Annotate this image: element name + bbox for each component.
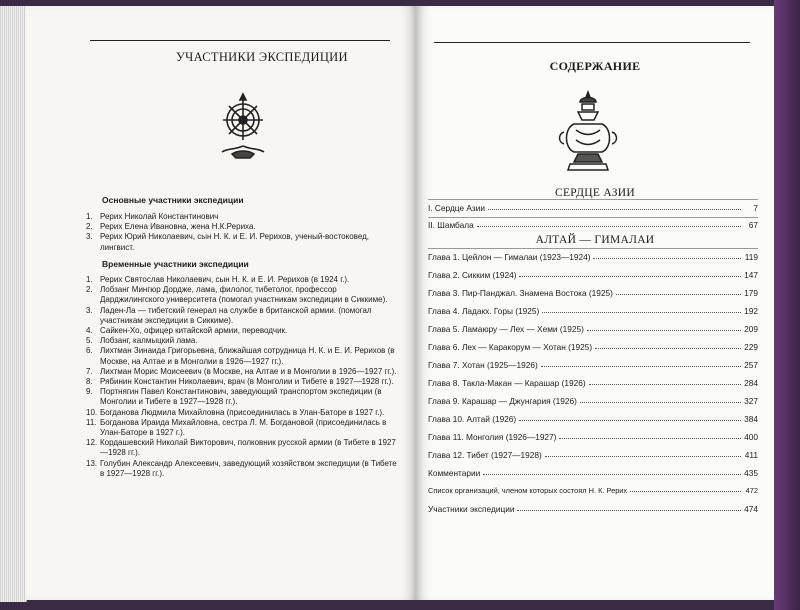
divider <box>428 248 758 249</box>
dharma-wheel-icon <box>210 90 276 162</box>
left-page-title: УЧАСТНИКИ ЭКСПЕДИЦИИ <box>176 50 348 64</box>
toc-entry: I. Сердце Азии 7 <box>428 203 758 213</box>
list-item: 13. Голубин Александр Алексеевич, заведующий хозяйством экспедиции (в Тибете в 1927—1928 гг.). <box>86 458 397 478</box>
list-item: 11. Богданова Ираида Михайловна, сестра Л. М. Богдановой (присоединилась в Улан-Баторе в 1927 г.). <box>86 417 387 438</box>
list-item: 1. Рерих Николай Константинович <box>86 212 219 221</box>
list-item: 10. Богданова Людмила Михайловна (присоединилась в Улан-Баторе в 1927 г.). <box>86 407 385 417</box>
left-page <box>26 6 416 600</box>
toc-entry: Глава 7. Хотан (1925—1926) 257 <box>428 360 758 370</box>
temp-members-list <box>86 275 398 479</box>
toc-entry: Глава 11. Монголия (1926—1927) 400 <box>428 432 758 442</box>
list-item: 8. Рябинин Константин Николаевич, врач (в Монголии и Тибете в 1927—1928 гг.). <box>86 377 394 387</box>
list-item: 3. Ладен-Ла — тибетский генерал на службе в британской армии. (помогал участникам экспедиции в Сиккиме). <box>86 305 372 325</box>
page-edges <box>0 6 27 602</box>
list-item: 9. Портнягин Павел Константинович, заведующий транспортом экспедиции (в Монголии и Тибете в 1927—1928 гг.). <box>86 387 382 407</box>
toc-title: СОДЕРЖАНИЕ <box>549 59 641 73</box>
main-members-title: Основные участники экспедиции <box>102 195 244 205</box>
list-item: 6. Лихтман Зинаида Григорьевна, ближайшая сотрудница Н. К. и Е. И. Рерихов (в Москве, на Алтае и в Монголии в 1926—1927 гг.). <box>86 346 395 366</box>
toc-entry: Глава 8. Такла-Макан — Карашар (1926) 284 <box>428 378 758 388</box>
toc-entry: Глава 9. Карашар — Джунгария (1926) 327 <box>428 396 758 406</box>
treasure-vase-icon <box>558 90 618 176</box>
list-item: 3. Рерих Юрий Николаевич, сын Н. К. и Е. И. Рерихов, ученый-востоковед, лингвист. <box>86 232 369 252</box>
toc-entry: Комментарии 435 <box>428 468 758 478</box>
toc-entry: Участники экспедиции 474 <box>428 504 758 514</box>
toc-entry: Глава 2. Сикким (1924) 147 <box>428 270 758 280</box>
list-item: 5. Лобзанг, калмыцкий лама. <box>86 336 198 346</box>
main-members-list <box>86 212 396 253</box>
list-item: 2. Лобзанг Мингюр Дордже, лама, филолог, тибетолог, профессор Дарджилингского университета (помогал участникам экспедиции в Сиккиме). <box>86 285 388 305</box>
divider <box>428 199 758 200</box>
toc-entry: Глава 10. Алтай (1926) 384 <box>428 414 758 424</box>
toc-entry: Список организаций, членом которых состоял Н. К. Рерих 472 <box>428 486 758 495</box>
book-cover-edge <box>774 0 800 610</box>
list-item: 7. Лихтман Морис Моисеевич (в Москве, на Алтае и в Монголии в 1926—1927 гг.). <box>86 366 397 376</box>
list-item: 2. Рерих Елена Ивановна, жена Н.К.Рериха. <box>86 222 256 232</box>
toc-entry: Глава 1. Цейлон — Гималаи (1923—1924) 119 <box>428 252 758 262</box>
divider <box>428 217 758 218</box>
toc-entry: Глава 3. Пир-Панджал. Знамена Востока (1925) 179 <box>428 288 758 298</box>
toc-entry: Глава 5. Ламаюру — Лех — Хеми (1925) 209 <box>428 324 758 334</box>
toc-entry: Глава 6. Лех — Каракорум — Хотан (1925) 229 <box>428 342 758 352</box>
toc-entry: II. Шамбала 67 <box>428 220 758 230</box>
toc-part2-title: АЛТАЙ — ГИМАЛАИ <box>535 234 655 246</box>
temp-members-title: Временные участники экспедиции <box>102 259 249 269</box>
right-page <box>416 6 774 600</box>
list-item: 4. Сайкен-Хо, офицер китайской армии, переводчик. <box>86 326 288 336</box>
toc-part1-title: СЕРДЦЕ АЗИИ <box>555 187 635 199</box>
top-rule <box>90 40 390 41</box>
toc-entry: Глава 12. Тибет (1927—1928) 411 <box>428 450 758 460</box>
list-item: 12. Кордашевский Николай Викторович, полковник русской армии (в Тибете в 1927—1928 гг.). <box>86 438 396 458</box>
list-item: 1. Рерих Святослав Николаевич, сын Н. К. и Е. И. Рерихов (в 1924 г.). <box>86 275 350 284</box>
toc-entry: Глава 4. Ладакх. Горы (1925) 192 <box>428 306 758 316</box>
top-rule <box>434 42 750 43</box>
